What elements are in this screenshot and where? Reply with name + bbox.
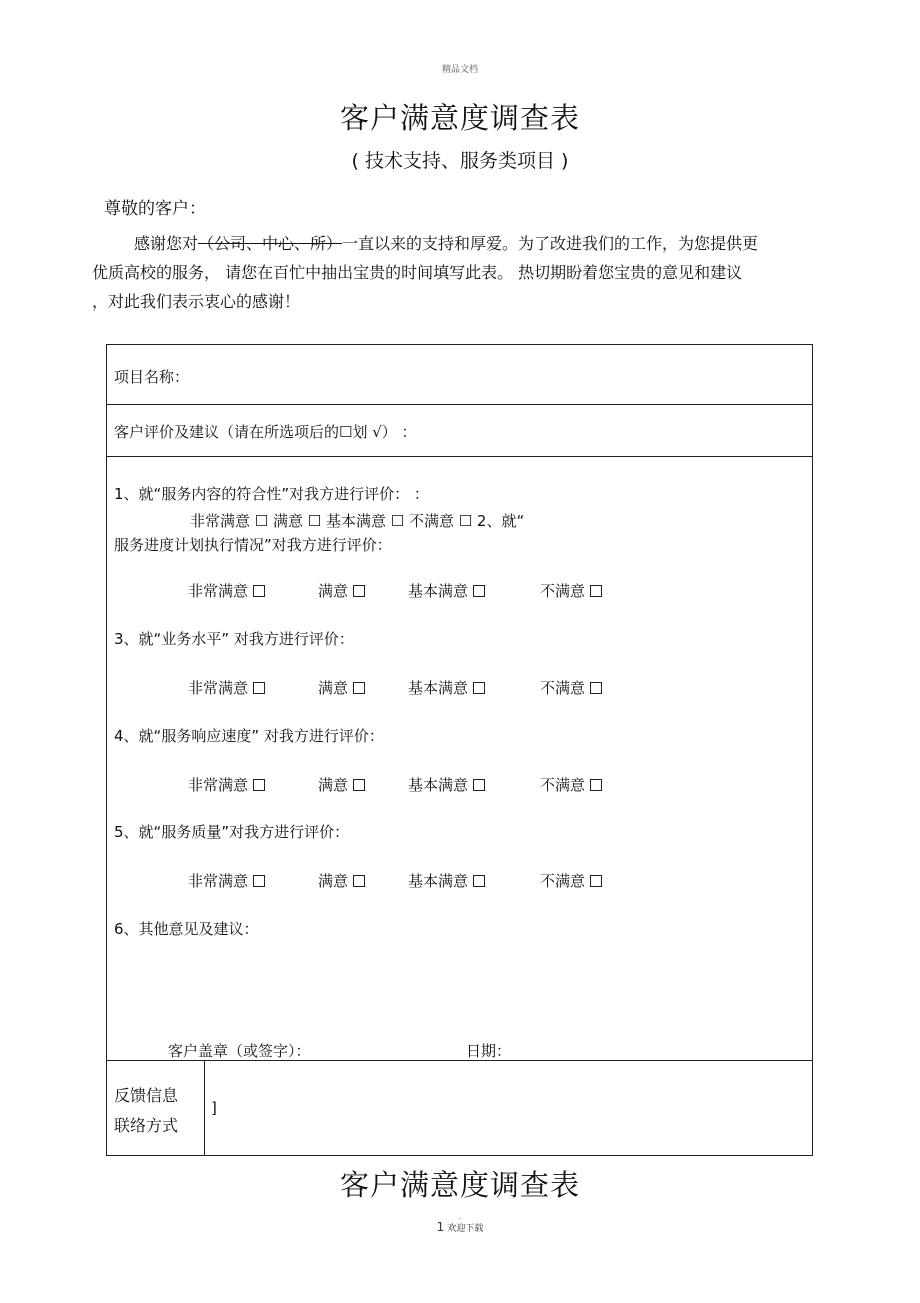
question-2: 服务进度计划执行情况”对我方进行评价： (114, 536, 392, 554)
intro-line-2: 优质高校的服务， 请您在百忙中抽出宝贵的时间填写此表。 热切期盼着您宝贵的意见和建议 (92, 263, 743, 282)
footer-dot: . (458, 1212, 462, 1221)
header-note: 精品文档 (441, 65, 478, 75)
survey-table (106, 344, 813, 1156)
checkbox-icon[interactable] (590, 682, 602, 694)
table-divider-vertical (204, 1060, 205, 1155)
feedback-label-line2: 联络方式 (114, 1116, 179, 1135)
option-very-satisfied[interactable]: 非常满意 (188, 774, 265, 795)
intro-line-1 (134, 234, 758, 254)
checkbox-icon[interactable] (253, 779, 265, 791)
option-basically-satisfied[interactable]: 基本满意 (408, 774, 485, 795)
footer (0, 1220, 920, 1234)
option-dissatisfied[interactable]: 不满意 (540, 870, 602, 891)
checkbox-icon[interactable] (473, 875, 485, 887)
checkbox-icon[interactable] (353, 585, 365, 597)
option-basically-satisfied[interactable]: 基本满意 (408, 580, 485, 601)
question-5: 5、就“服务质量”对我方进行评价： (114, 823, 350, 841)
question-5-options (0, 870, 920, 892)
page-number: 1 (436, 1220, 445, 1234)
evaluation-label: 客户评价及建议（请在所选项后的☐划 √） ： (114, 423, 417, 441)
checkbox-icon[interactable] (353, 779, 365, 791)
page-title: 客户满意度调查表 (339, 101, 580, 135)
intro-line1-post: 一直以来的支持和厚爱。为了改进我们的工作，为您提供更 (342, 234, 759, 253)
checkbox-icon[interactable] (253, 585, 265, 597)
checkbox-icon[interactable] (353, 682, 365, 694)
checkbox-icon[interactable] (473, 779, 485, 791)
question-3-options (0, 677, 920, 699)
question-1-options[interactable]: 非常满意 ☐ 满意 ☐ 基本满意 ☐ 不满意 ☐ 2、就“ (190, 512, 525, 530)
checkbox-icon[interactable] (590, 585, 602, 597)
checkbox-icon[interactable] (253, 682, 265, 694)
option-satisfied[interactable]: 满意 (318, 870, 365, 891)
footer-text: 欢迎下载 (447, 1224, 484, 1234)
feedback-label-line1: 反馈信息 (114, 1086, 179, 1105)
question-1: 1、就“服务内容的符合性”对我方进行评价： ： (114, 485, 429, 503)
intro-line1-strike: （公司、中心、所） (198, 234, 343, 253)
feedback-contact-field[interactable]: ] (211, 1099, 217, 1117)
question-4-options (0, 774, 920, 796)
option-very-satisfied[interactable]: 非常满意 (188, 677, 265, 698)
salutation: 尊敬的客户： (104, 199, 206, 219)
date-label: 日期： (466, 1042, 512, 1060)
option-satisfied[interactable]: 满意 (318, 580, 365, 601)
checkbox-icon[interactable] (353, 875, 365, 887)
question-4: 4、就“服务响应速度” 对我方进行评价： (114, 727, 384, 745)
checkbox-icon[interactable] (253, 875, 265, 887)
table-divider (106, 404, 813, 405)
table-divider (106, 456, 813, 457)
intro-line1-pre: 感谢您对 (134, 234, 199, 253)
option-basically-satisfied[interactable]: 基本满意 (408, 677, 485, 698)
option-dissatisfied[interactable]: 不满意 (540, 580, 602, 601)
option-dissatisfied[interactable]: 不满意 (540, 677, 602, 698)
checkbox-icon[interactable] (473, 682, 485, 694)
option-very-satisfied[interactable]: 非常满意 (188, 870, 265, 891)
question-6: 6、其他意见及建议： (114, 920, 259, 938)
option-satisfied[interactable]: 满意 (318, 774, 365, 795)
option-very-satisfied[interactable]: 非常满意 (188, 580, 265, 601)
second-page-title: 客户满意度调查表 (339, 1168, 580, 1202)
question-2-options (0, 580, 920, 602)
checkbox-icon[interactable] (590, 779, 602, 791)
option-dissatisfied[interactable]: 不满意 (540, 774, 602, 795)
project-name-label: 项目名称： (114, 368, 190, 386)
checkbox-icon[interactable] (590, 875, 602, 887)
signature-label: 客户盖章（或签字）： (168, 1042, 311, 1060)
question-3: 3、就“业务水平” 对我方进行评价： (114, 630, 354, 648)
option-satisfied[interactable]: 满意 (318, 677, 365, 698)
page-subtitle: ( 技术支持、服务类项目 ) (351, 150, 569, 172)
intro-line-3: ，对此我们表示衷心的感谢！ (92, 292, 301, 311)
option-basically-satisfied[interactable]: 基本满意 (408, 870, 485, 891)
checkbox-icon[interactable] (473, 585, 485, 597)
